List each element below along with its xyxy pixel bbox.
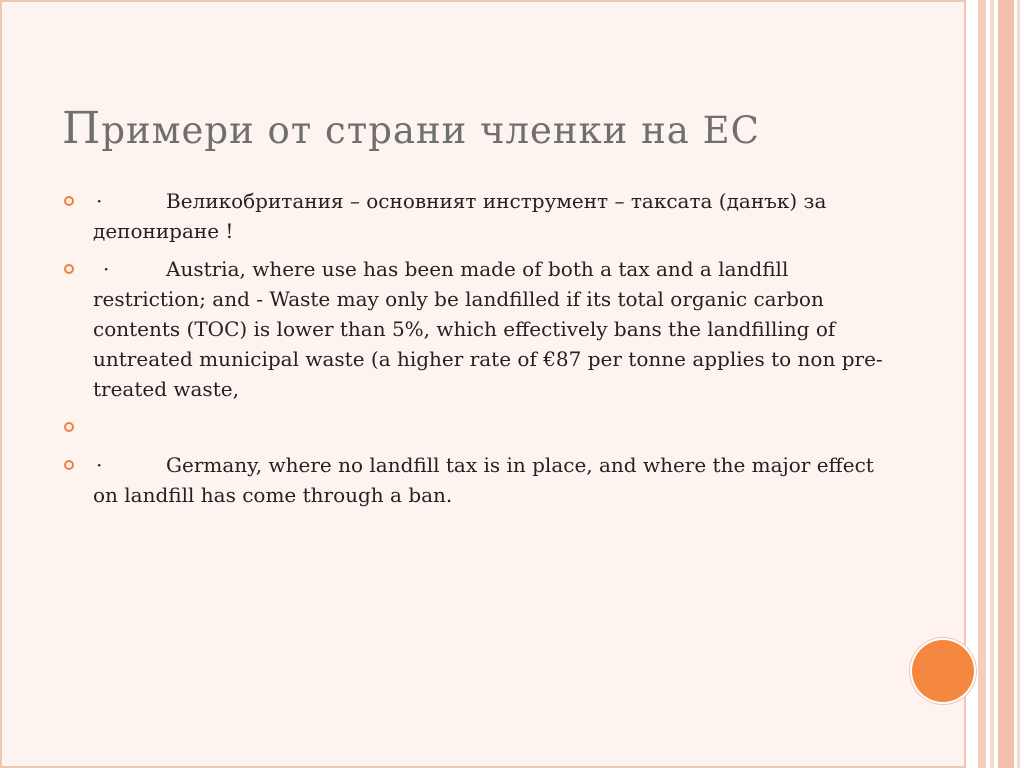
orange-circle-icon [912,640,974,702]
circle-bullet-icon [64,422,74,432]
title-initial: П [62,103,102,154]
bullet-item-uk [62,186,892,246]
item-mark: · [103,257,110,281]
slide-body [62,186,892,518]
circle-bullet-icon [64,196,74,206]
item-text: Великобритания – основният инструмент – таксата (данък) за депониране ! [93,189,827,243]
decorative-stripe [998,0,1014,768]
title-rest: римери от страни членки на ЕС [101,109,760,152]
bullet-item-germany [62,450,892,510]
decorative-stripe [1017,0,1020,768]
slide-title [62,103,760,154]
circle-bullet-icon [64,460,74,470]
decorative-stripe [978,0,986,768]
item-text: Austria, where use has been made of both a tax and a landfill restriction; and - Waste may only be landfilled if its total organic carbon contents (TOC) is lower than 5%, which effectively bans the landfilling of untreated municipal waste (a higher rate of €87 per tonne applies to non pre- treated waste, [93,257,883,401]
item-mark: · [96,189,103,213]
circle-bullet-icon [64,264,74,274]
item-text: Germany, where no landfill tax is in place, and where the major effect on landfill has come through a ban. [93,453,874,507]
bullet-item-empty [62,412,892,442]
decorative-stripe [990,0,994,768]
item-mark: · [96,453,103,477]
bullet-item-austria [62,254,892,404]
